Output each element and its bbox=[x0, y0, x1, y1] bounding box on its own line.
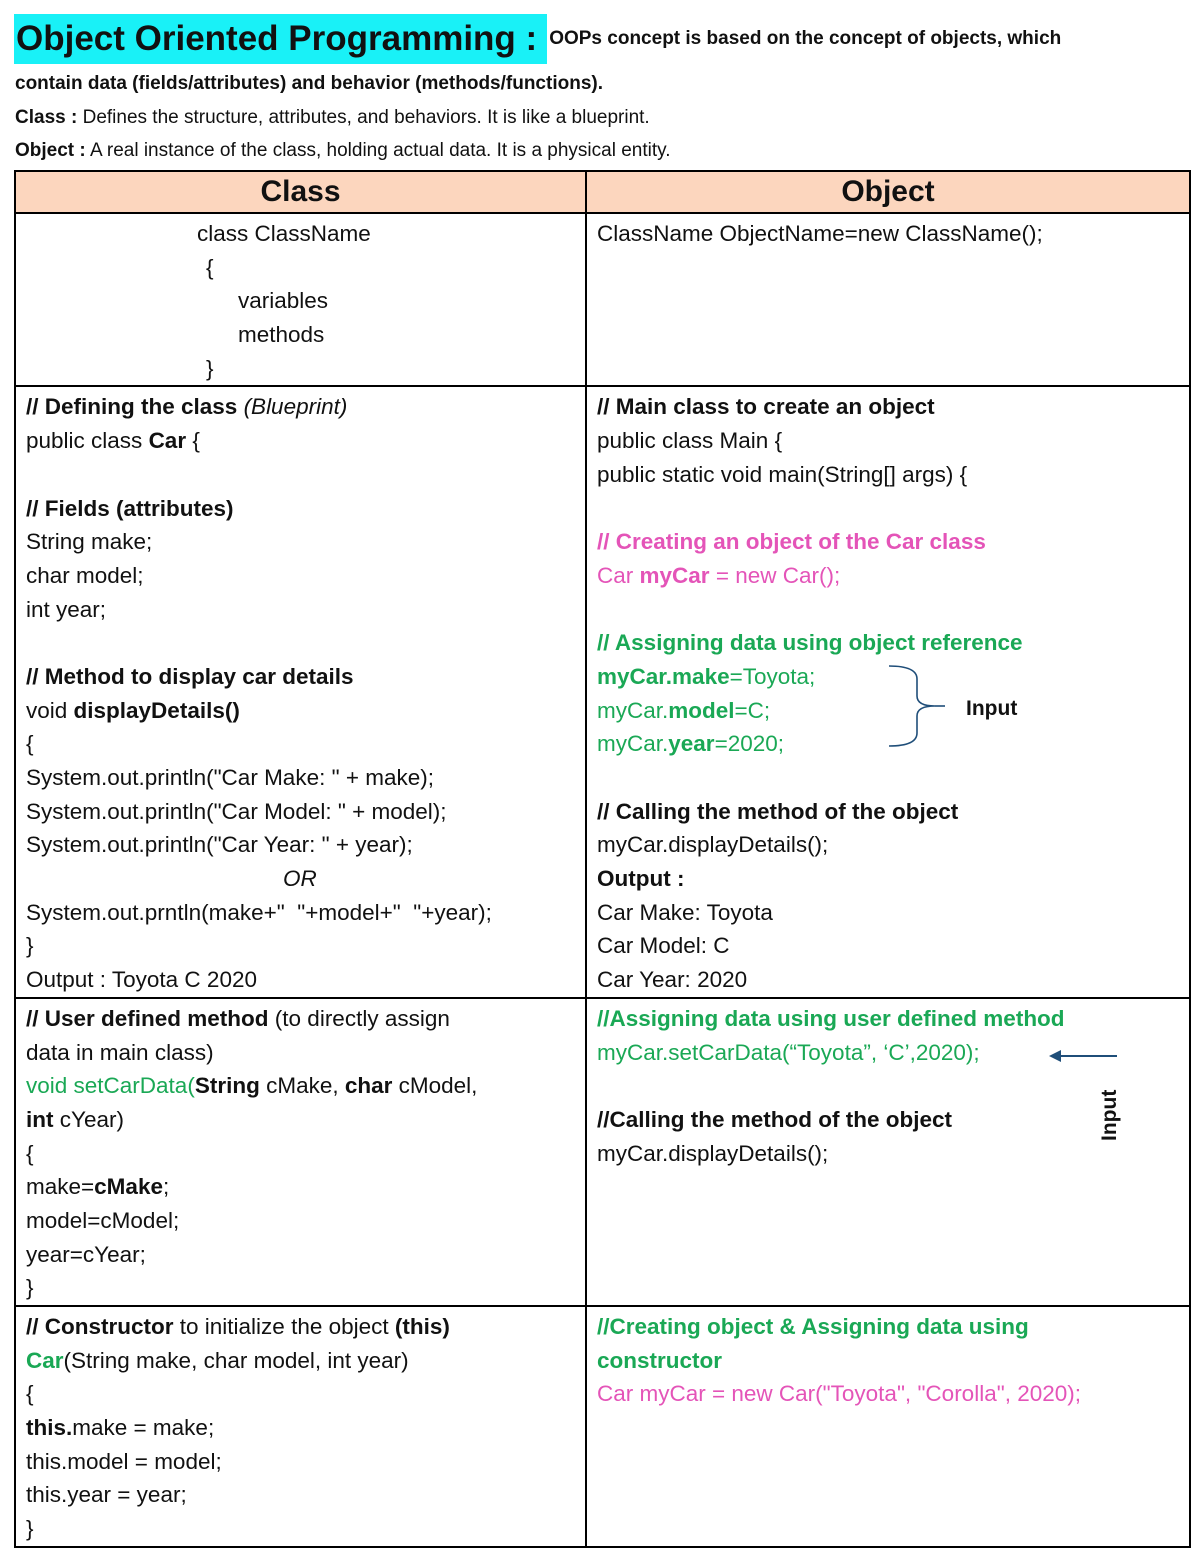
code-line: System.out.prntln(make+" "+model+" "+year); bbox=[26, 899, 492, 925]
code-line: myCar.model=C; bbox=[597, 697, 771, 723]
blank-line bbox=[597, 492, 1179, 526]
title-line bbox=[14, 14, 1189, 64]
code-comment: //Creating object & Assigning data using bbox=[597, 1314, 1029, 1339]
arrow-left-icon bbox=[1049, 1048, 1119, 1064]
code-line: Car myCar = new Car(); bbox=[597, 562, 841, 588]
code-line: model=cModel; bbox=[26, 1207, 180, 1233]
constructor-code bbox=[16, 1307, 585, 1546]
output-label: Output : bbox=[597, 866, 685, 892]
row2-object-cell bbox=[586, 386, 1190, 997]
set-data-code bbox=[587, 999, 1189, 1170]
class-definition bbox=[15, 106, 650, 130]
class-def-text: Defines the structure, attributes, and behaviors. It is like a blueprint. bbox=[77, 107, 650, 128]
page-title: Object Oriented Programming : bbox=[14, 14, 547, 64]
row2-class-cell bbox=[15, 386, 586, 997]
output-line: Car Year: 2020 bbox=[597, 967, 748, 993]
code-line: this.year = year; bbox=[26, 1482, 187, 1508]
code-line: this.make = make; bbox=[26, 1415, 215, 1441]
code-line: Car(String make, char model, int year) bbox=[26, 1347, 409, 1373]
code-line: myCar.displayDetails(); bbox=[597, 1140, 829, 1166]
code-line: { bbox=[26, 1140, 34, 1166]
code-line: System.out.println("Car Make: " + make); bbox=[26, 765, 434, 790]
code-line: } bbox=[206, 355, 214, 381]
code-line: void displayDetails() bbox=[26, 697, 240, 723]
row3-class-cell bbox=[15, 998, 586, 1306]
code-line: } bbox=[26, 1516, 34, 1542]
code-comment: data in main class) bbox=[26, 1039, 214, 1065]
row4-class-cell bbox=[15, 1306, 586, 1547]
code-line: Car myCar = new Car("Toyota", "Corolla", 2020); bbox=[597, 1381, 1081, 1407]
code-comment: // Defining the class (Blueprint) bbox=[26, 394, 348, 420]
code-line: public class Car { bbox=[26, 428, 200, 454]
code-line: char model; bbox=[26, 562, 144, 588]
code-line: int cYear) bbox=[26, 1106, 124, 1132]
code-line: myCar.displayDetails(); bbox=[597, 832, 829, 858]
main-class-code bbox=[587, 387, 1189, 996]
code-line: System.out.println("Car Model: " + model); bbox=[26, 798, 447, 824]
object-def-text: A real instance of the class, holding actual data. It is a physical entity. bbox=[85, 140, 671, 161]
code-line: int year; bbox=[26, 596, 107, 622]
blank-line bbox=[26, 458, 575, 492]
input-annotation: Input bbox=[966, 697, 1018, 721]
object-syntax bbox=[587, 214, 1189, 251]
code-line: System.out.println("Car Year: " + year); bbox=[26, 832, 413, 858]
row4-object-cell bbox=[586, 1306, 1190, 1547]
code-line: String make; bbox=[26, 529, 153, 555]
output-line: Car Make: Toyota bbox=[597, 899, 773, 925]
code-comment: // Method to display car details bbox=[26, 663, 354, 689]
code-comment: // Creating an object of the Car class bbox=[597, 529, 986, 555]
object-label: Object : bbox=[15, 140, 86, 161]
code-line: void setCarData(String cMake, char cModel, bbox=[26, 1073, 478, 1099]
column-header-object: Object bbox=[586, 171, 1190, 213]
blank-line bbox=[597, 1069, 1179, 1103]
code-comment: constructor bbox=[597, 1347, 723, 1373]
code-comment: // Constructor to initialize the object (this) bbox=[26, 1314, 450, 1339]
code-line: myCar.make=Toyota; bbox=[597, 663, 816, 689]
intro-text-1: OOPs concept is based on the concept of objects, which bbox=[549, 28, 1062, 49]
object-definition bbox=[15, 139, 671, 163]
code-line: year=cYear; bbox=[26, 1241, 146, 1267]
code-line: this.model = model; bbox=[26, 1448, 222, 1474]
output-line: Car Model: C bbox=[597, 933, 730, 959]
code-line: { bbox=[206, 254, 214, 280]
code-comment: //Calling the method of the object bbox=[597, 1106, 953, 1132]
code-line: variables bbox=[238, 288, 329, 314]
code-comment: //Assigning data using user defined method bbox=[597, 1005, 1065, 1031]
code-line: myCar.year=2020; bbox=[597, 731, 785, 757]
or-label: OR bbox=[283, 866, 317, 892]
code-line: } bbox=[26, 1275, 34, 1301]
class-syntax bbox=[16, 214, 585, 385]
code-line: myCar.setCarData(“Toyota”, ‘C’,2020); bbox=[597, 1039, 980, 1065]
code-line: class ClassName bbox=[197, 221, 371, 246]
column-header-class: Class bbox=[15, 171, 586, 213]
code-line: { bbox=[26, 731, 34, 757]
code-comment: // User defined method (to directly assign bbox=[26, 1005, 450, 1031]
code-comment: // Assigning data using object reference bbox=[597, 630, 1023, 656]
input-annotation: Input bbox=[1098, 1089, 1121, 1141]
row1-object-cell bbox=[586, 213, 1190, 386]
intro-text-2: contain data (fields/attributes) and behavior (methods/functions). bbox=[15, 73, 603, 94]
code-line: } bbox=[26, 933, 34, 959]
output-line: Output : Toyota C 2020 bbox=[26, 967, 257, 993]
row3-object-cell bbox=[586, 998, 1190, 1306]
code-line: { bbox=[26, 1381, 34, 1407]
blank-line bbox=[26, 626, 575, 660]
code-line: public class Main { bbox=[597, 428, 783, 454]
code-comment: // Main class to create an object bbox=[597, 394, 935, 420]
blank-line bbox=[597, 593, 1179, 627]
car-class-code bbox=[16, 387, 585, 996]
constructor-object-code bbox=[587, 1307, 1189, 1411]
curly-brace-icon bbox=[887, 663, 947, 749]
class-object-table bbox=[14, 170, 1191, 1548]
user-method-code bbox=[16, 999, 585, 1305]
code-line: ClassName ObjectName=new ClassName(); bbox=[597, 221, 1043, 246]
code-line: make=cMake; bbox=[26, 1174, 170, 1200]
blank-line bbox=[597, 761, 1179, 795]
row1-class-cell bbox=[15, 213, 586, 386]
code-line: public static void main(String[] args) { bbox=[597, 461, 968, 487]
code-comment: // Fields (attributes) bbox=[26, 495, 234, 521]
class-label: Class : bbox=[15, 107, 78, 128]
code-comment: // Calling the method of the object bbox=[597, 798, 959, 824]
code-line: methods bbox=[238, 322, 325, 348]
